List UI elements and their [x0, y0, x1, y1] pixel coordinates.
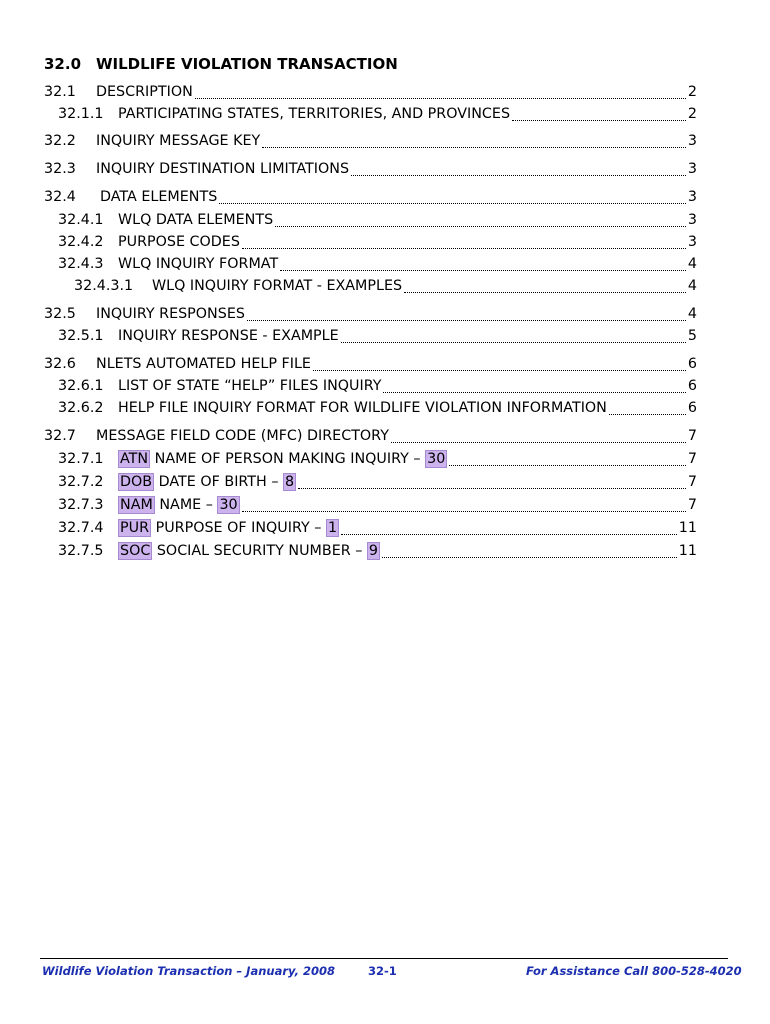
dot-leader: [391, 441, 686, 443]
toc-entry-number: 32.7.4: [58, 520, 104, 536]
toc-entry[interactable]: [58, 234, 697, 254]
toc-entry-label: [118, 256, 278, 272]
toc-entry-number: 32.4.1: [58, 212, 104, 228]
toc-entry-label: [118, 328, 339, 344]
dot-leader: [449, 464, 686, 466]
toc-entry-label: [118, 234, 240, 250]
toc-entry-page: 4: [687, 256, 697, 272]
toc-entry-page: 6: [687, 400, 697, 416]
toc-entry-number: 32.7: [44, 428, 76, 444]
toc-entry-text: NAME –: [159, 497, 213, 513]
footer-page-number: 32-1: [368, 964, 397, 978]
dot-leader: [275, 225, 686, 227]
dot-leader: [404, 291, 686, 293]
toc-entry-page: 7: [687, 428, 697, 444]
field-length-badge: 30: [219, 497, 238, 513]
dot-leader: [280, 269, 686, 271]
toc-entry-page: 3: [687, 234, 697, 250]
toc-entry-text: MESSAGE FIELD CODE (MFC) DIRECTORY: [96, 428, 389, 444]
dot-leader: [262, 146, 686, 148]
toc-entry[interactable]: [44, 428, 697, 448]
toc-entry-page: 6: [687, 356, 697, 372]
toc-entry-page: 7: [687, 451, 697, 467]
toc-entry-label: [96, 133, 260, 149]
toc-entry-page: 3: [687, 212, 697, 228]
dot-leader: [219, 202, 686, 204]
footer-right: For Assistance Call 800-528-4020: [526, 964, 742, 978]
dot-leader: [341, 341, 686, 343]
footer-left: Wildlife Violation Transaction – January, 2008: [42, 964, 335, 978]
toc-entry[interactable]: [44, 161, 697, 181]
toc-entry-label: [100, 189, 217, 205]
toc-entry-text: PURPOSE OF INQUIRY –: [155, 520, 322, 536]
toc-entry-label: [118, 400, 607, 416]
toc-entry-number: 32.4.3.1: [74, 278, 134, 294]
field-code-badge: NAM: [120, 497, 153, 513]
dot-leader: [382, 556, 677, 558]
toc-entry-text: DATE OF BIRTH –: [158, 474, 279, 490]
toc-entry-page: 7: [687, 474, 697, 490]
toc-entry-text: INQUIRY MESSAGE KEY: [96, 133, 261, 149]
dot-leader: [247, 319, 686, 321]
toc-entry-number: 32.5.1: [58, 328, 104, 344]
toc-entry-text: WLQ INQUIRY FORMAT - EXAMPLES: [152, 278, 403, 294]
toc-entry-number: 32.7.1: [58, 451, 104, 467]
field-length-badge: 9: [368, 543, 379, 559]
toc-entry-label: [118, 520, 339, 536]
toc-entry-text: PURPOSE CODES: [118, 234, 240, 250]
toc-entry-page: 4: [687, 278, 697, 294]
toc-entry[interactable]: [58, 497, 697, 517]
field-length-badge: 30: [427, 451, 446, 467]
toc-entry[interactable]: [58, 106, 697, 126]
toc-entry-text: INQUIRY RESPONSE - EXAMPLE: [118, 328, 339, 344]
toc-entry[interactable]: [58, 378, 697, 398]
dot-leader: [341, 533, 677, 535]
field-length-badge: 1: [327, 520, 338, 536]
toc-entry[interactable]: [58, 474, 697, 494]
toc-entry-number: 32.6.1: [58, 378, 104, 394]
toc-entry-page: 2: [687, 84, 697, 100]
toc-entry-number: 32.2: [44, 133, 76, 149]
toc-entry-label: [96, 84, 193, 100]
toc-entry-page: 5: [687, 328, 697, 344]
toc-entry-label: [118, 543, 380, 559]
toc-entry-label: [118, 106, 510, 122]
toc-entry-number: 32.5: [44, 306, 76, 322]
toc-entry-page: 3: [687, 161, 697, 177]
toc-entry-text: DESCRIPTION: [96, 84, 193, 100]
page-title: [44, 55, 398, 73]
toc-entry-text: WLQ DATA ELEMENTS: [118, 212, 274, 228]
toc-entry-number: 32.6: [44, 356, 76, 372]
toc-entry[interactable]: [58, 328, 697, 348]
title-number: 32.0: [44, 55, 82, 73]
footer-divider: [40, 958, 728, 959]
toc-entry[interactable]: [58, 451, 697, 471]
toc-entry-label: [96, 161, 349, 177]
toc-entry-text: INQUIRY RESPONSES: [96, 306, 245, 322]
toc-entry[interactable]: [44, 84, 697, 104]
toc-entry-text: INQUIRY DESTINATION LIMITATIONS: [96, 161, 350, 177]
toc-entry[interactable]: [58, 212, 697, 232]
toc-entry-label: [96, 356, 311, 372]
dot-leader: [512, 119, 686, 121]
toc-entry-label: [152, 278, 402, 294]
toc-entry-text: SOCIAL SECURITY NUMBER –: [156, 543, 363, 559]
toc-entry-page: 7: [687, 497, 697, 513]
toc-entry[interactable]: [44, 356, 697, 376]
toc-entry-text: LIST OF STATE “HELP” FILES INQUIRY: [118, 378, 382, 394]
field-code-badge: SOC: [120, 543, 151, 559]
field-length-badge: 8: [285, 474, 295, 490]
toc-entry-number: 32.6.2: [58, 400, 104, 416]
toc-entry-text: PARTICIPATING STATES, TERRITORIES, AND PROVINCES: [118, 106, 511, 122]
toc-entry[interactable]: [44, 133, 697, 153]
toc-entry-label: [96, 306, 245, 322]
toc-entry[interactable]: [74, 278, 697, 298]
toc-entry-number: 32.7.3: [58, 497, 104, 513]
toc-entry-label: [118, 451, 447, 467]
dot-leader: [195, 97, 686, 99]
toc-entry-number: 32.4.3: [58, 256, 104, 272]
toc-entry-label: [96, 428, 389, 444]
toc-entry-number: 32.1: [44, 84, 76, 100]
dot-leader: [313, 369, 686, 371]
toc-entry-page: 11: [678, 520, 697, 536]
toc-entry-page: 4: [687, 306, 697, 322]
dot-leader: [383, 391, 685, 393]
toc-entry-page: 2: [687, 106, 697, 122]
toc-entry-text: WLQ INQUIRY FORMAT: [118, 256, 279, 272]
toc-entry-label: [118, 474, 296, 490]
toc-entry-page: 6: [687, 378, 697, 394]
field-code-badge: ATN: [120, 451, 149, 467]
toc-entry-label: [118, 212, 273, 228]
toc-entry-label: [118, 497, 240, 513]
toc-entry-number: 32.7.5: [58, 543, 104, 559]
dot-leader: [351, 174, 686, 176]
toc-entry-text: NAME OF PERSON MAKING INQUIRY –: [154, 451, 421, 467]
field-code-badge: DOB: [120, 474, 153, 490]
toc-entry-page: 3: [687, 133, 697, 149]
toc-entry[interactable]: [58, 256, 697, 276]
title-text: WILDLIFE VIOLATION TRANSACTION: [96, 55, 398, 73]
toc-entry[interactable]: [58, 520, 697, 540]
dot-leader: [609, 413, 686, 415]
toc-entry-text: NLETS AUTOMATED HELP FILE: [96, 356, 311, 372]
toc-entry-page: 3: [687, 189, 697, 205]
toc-entry[interactable]: [58, 543, 697, 563]
toc-entry-number: 32.4.2: [58, 234, 104, 250]
dot-leader: [242, 247, 686, 249]
toc-entry-number: 32.3: [44, 161, 76, 177]
toc-entry-text: DATA ELEMENTS: [100, 189, 218, 205]
dot-leader: [298, 487, 686, 489]
toc-entry[interactable]: [44, 189, 697, 209]
dot-leader: [242, 510, 686, 512]
toc-entry-number: 32.7.2: [58, 474, 104, 490]
toc-entry-text: HELP FILE INQUIRY FORMAT FOR WILDLIFE VIOLATION INFORMATION: [118, 400, 607, 416]
field-code-badge: PUR: [120, 520, 150, 536]
toc-entry-page: 11: [678, 543, 697, 559]
toc-entry-number: 32.4: [44, 189, 76, 205]
toc-entry[interactable]: [44, 306, 697, 326]
toc-entry-number: 32.1.1: [58, 106, 104, 122]
toc-entry-label: [118, 378, 381, 394]
toc-entry[interactable]: [58, 400, 697, 420]
